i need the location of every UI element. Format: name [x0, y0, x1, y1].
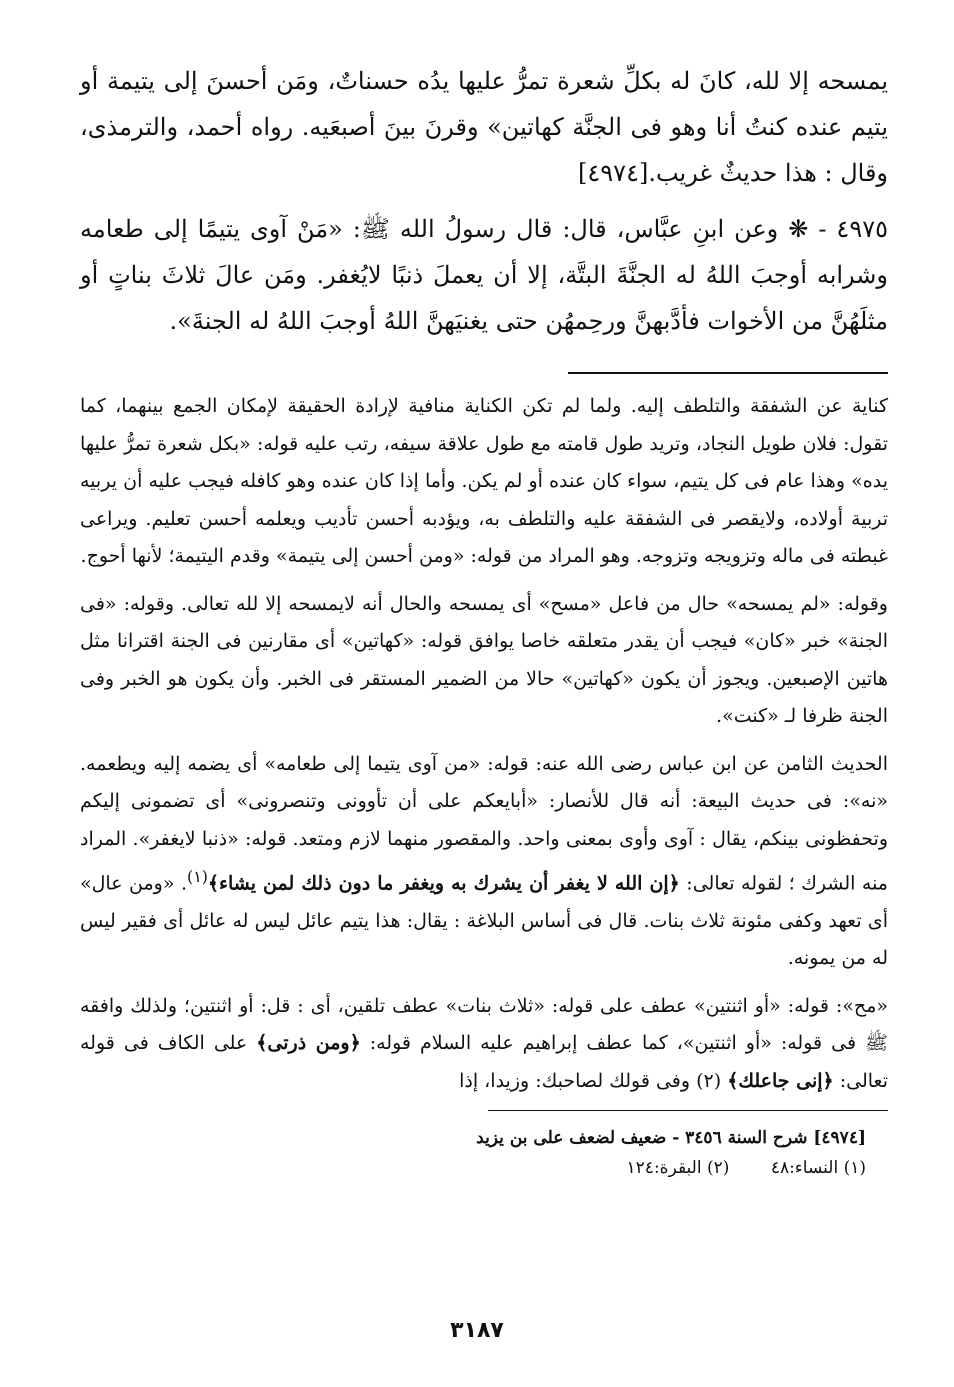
- hadith-4975-text: وعن ابنِ عبَّاس، قال: قال رسولُ الله ﷺ: «مَنْ آوى يتيمًا إلى طعامه وشرابه أوجبَ اللهُ له الجنَّةَ البتَّة، إلا أن يعملَ ذنبًا لايُغفر. ومَن عالَ ثلاثَ بناتٍ أو مثلَهُنَّ من الأخوات فأدَّبهنَّ ورحِمهُن حتى يغنيَهنَّ اللهُ أوجبَ اللهُ له الجنةَ».: [80, 215, 888, 335]
- hadith-paragraph-2: [80, 206, 888, 344]
- footnote-source: [٤٩٧٤] شرح السنة ٣٤٥٦ - ضعيف لضعف على بن يزيد: [476, 1128, 866, 1149]
- footnote-divider: [488, 1110, 888, 1111]
- hadith-number: ٤٩٧٥ - ❋: [788, 215, 888, 243]
- footnote-marker: (١): [187, 867, 208, 886]
- commentary-paragraph-4: [80, 988, 888, 1101]
- footnote-ref-1: (١) النساء:٤٨: [770, 1158, 866, 1179]
- quran-quote: ﴿ومن ذرتى﴾: [256, 1032, 361, 1055]
- commentary: [80, 388, 888, 1100]
- commentary-paragraph-2: وقوله: «لم يمسحه» حال من فاعل «مسح» أى يمسحه والحال أنه لايمسحه إلا لله تعالى. وقوله: «فى الجنة» خبر «كان» فيجب أن يقدر متعلقه خاصا يوافق قوله: «كهاتين» أى مقارنين فى الجنة اقترانا مثل هاتين الإصبعين. ويجوز أن يكون «كهاتين» حالا من الضمير المستقر فى الخبر. وأن يكون هو الخبر وفى الجنة ظرفا لـ «كنت».: [80, 592, 888, 727]
- section-divider: [568, 372, 888, 374]
- commentary-text: . «ومن عال» أى تعهد وكفى مئونة ثلاث بنات. قال فى أساس البلاغة : يقال: هذا يتيم عائل ليس له عائل أى فقير ليس له من يمونه.: [80, 872, 888, 970]
- quran-quote: ﴿إنى جاعلك﴾: [727, 1069, 834, 1092]
- page-number: ٣١٨٧: [450, 1318, 504, 1343]
- commentary-text: «مح»: قوله: «أو اثنتين» عطف على قوله: «ثلاث بنات» عطف تلقين، أى : قل: أو اثنتين؛ ولذلك وافقه ﷺ فى قوله: «أو اثنتين»، كما عطف إبراهيم عليه السلام قوله:: [80, 994, 888, 1055]
- commentary-text: على الكاف فى قوله تعالى:: [80, 1032, 888, 1092]
- footnotes: [80, 1123, 888, 1183]
- commentary-paragraph-3: [80, 746, 888, 978]
- hadith-paragraph-1: يمسحه إلا لله، كانَ له بكلِّ شعرة تمرُّ عليها يدُه حسناتٌ، ومَن أحسنَ إلى يتيمة أو يتيم عنده كنتُ أنا وهو فى الجنَّة كهاتين» وقرنَ بينَ أصبعَيه. رواه أحمد، والترمذى، وقال : هذا حديثٌ غريب.[٤٩٧٤]: [80, 67, 889, 187]
- commentary-text: الحديث الثامن عن ابن عباس رضى الله عنه: قوله: «من آوى يتيما إلى طعامه» أى يضمه إليه ويطعمه. «نه»: فى حديث البيعة: أنه قال للأنصار: «أبايعكم على أن تأوونى وتنصرونى» أى تضمونى إليكم وتحفظونى بينكم، يقال : آوى وأوى بمعنى واحد. والمقصور منهما لازم ومتعد. قوله: «ذنبا لايغفر». المراد منه الشرك ؛ لقوله تعالى:: [80, 752, 888, 895]
- page-body: [80, 58, 888, 1183]
- hadith-text: [80, 58, 888, 344]
- commentary-text: وفى قولك لصاحبك: وزيدا، إذا: [459, 1069, 691, 1092]
- footnote-references: [80, 1153, 866, 1183]
- quran-quote: ﴿إن الله لا يغفر أن يشرك به ويغفر ما دون ذلك لمن يشاء﴾: [207, 872, 680, 895]
- commentary-paragraph-1: كناية عن الشفقة والتلطف إليه. ولما لم تكن الكناية منافية لإرادة الحقيقة لإمكان الجمع بينهما، كما تقول: فلان طويل النجاد، وتريد طول قامته مع طول علاقة سيفه، رتب عليه قوله: «بكل شعرة تمرُّ عليها يده» وهذا عام فى كل يتيم، سواء كان عنده أو لم يكن. وأما إذا كان عنده وهو كافله فيجب عليه أن يربيه تربية أولاده، ولايقصر فى الشفقة عليه والتلطف به، ويؤدبه أحسن تأديب ويعلمه أحسن تعليم. ويراعى غبطته فى ماله وتزويجه وتزوجه. وهو المراد من قوله: «ومن أحسن إلى يتيمة» وقدم اليتيمة؛ لأنها أحوج.: [80, 395, 888, 567]
- footnote-marker: (٢): [696, 1069, 722, 1092]
- footnote-ref-2: (٢) البقرة:١٢٤: [626, 1158, 730, 1179]
